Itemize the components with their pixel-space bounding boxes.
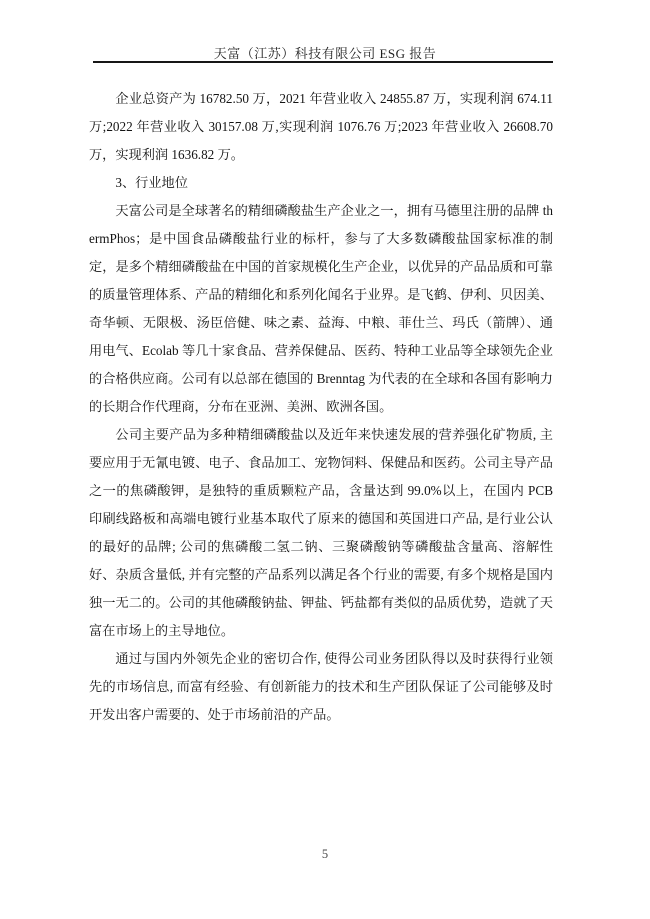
header-rule — [93, 61, 553, 63]
document-body — [89, 85, 553, 729]
page-number: 5 — [321, 847, 329, 861]
body-paragraph: 企业总资产为 16782.50 万，2021 年营业收入 24855.87 万，实现利润 674.11 万;2022 年营业收入 30157.08 万,实现利润 1076.76 万;2023 年营业收入 26608.70 万，实现利润 1636.82 万。 — [89, 91, 553, 162]
section-heading: 3、行业地位 — [115, 175, 188, 190]
body-paragraph: 公司主要产品为多种精细磷酸盐以及近年来快速发展的营养强化矿物质, 主要应用于无氰电镀、电子、食品加工、宠物饲料、保健品和医药。公司主导产品之一的焦磷酸钾，是独特的重质颗粒产品，含量达到 99.0%以上，在国内 PCB 印刷线路板和高端电镀行业基本取代了原来的德国和英国进口产品, 是行业公认的最好的品牌; 公司的焦磷酸二氢二钠、三聚磷酸钠等磷酸盐含量高、溶解性好、杂质含量低, 并有完整的产品系列以满足各个行业的需要, 有多个规格是国内独一无二的。公司的其他磷酸钠盐、钾盐、钙盐都有类似的品质优势，造就了天富在市场上的主导地位。 — [89, 427, 553, 638]
header-title: 天富（江苏）科技有限公司 ESG 报告 — [213, 46, 437, 61]
body-paragraph: 通过与国内外领先企业的密切合作, 使得公司业务团队得以及时获得行业领先的市场信息, 而富有经验、有创新能力的技术和生产团队保证了公司能够及时开发出客户需要的、处于市场前沿的产品。 — [89, 651, 553, 722]
body-paragraph: 天富公司是全球著名的精细磷酸盐生产企业之一，拥有马德里注册的品牌 thermPhos；是中国食品磷酸盐行业的标杆，参与了大多数磷酸盐国家标准的制定，是多个精细磷酸盐在中国的首家规模化生产企业，以优异的产品品质和可靠的质量管理体系、产品的精细化和系列化闻名于业界。是飞鹤、伊利、贝因美、奇华顿、无限极、汤臣倍健、味之素、益海、中粮、菲仕兰、玛氏（箭牌）、通用电气、Ecolab 等几十家食品、营养保健品、医药、特种工业品等全球领先企业的合格供应商。公司有以总部在德国的 Brenntag 为代表的在全球和各国有影响力的长期合作代理商，分布在亚洲、美洲、欧洲各国。 — [89, 203, 553, 414]
